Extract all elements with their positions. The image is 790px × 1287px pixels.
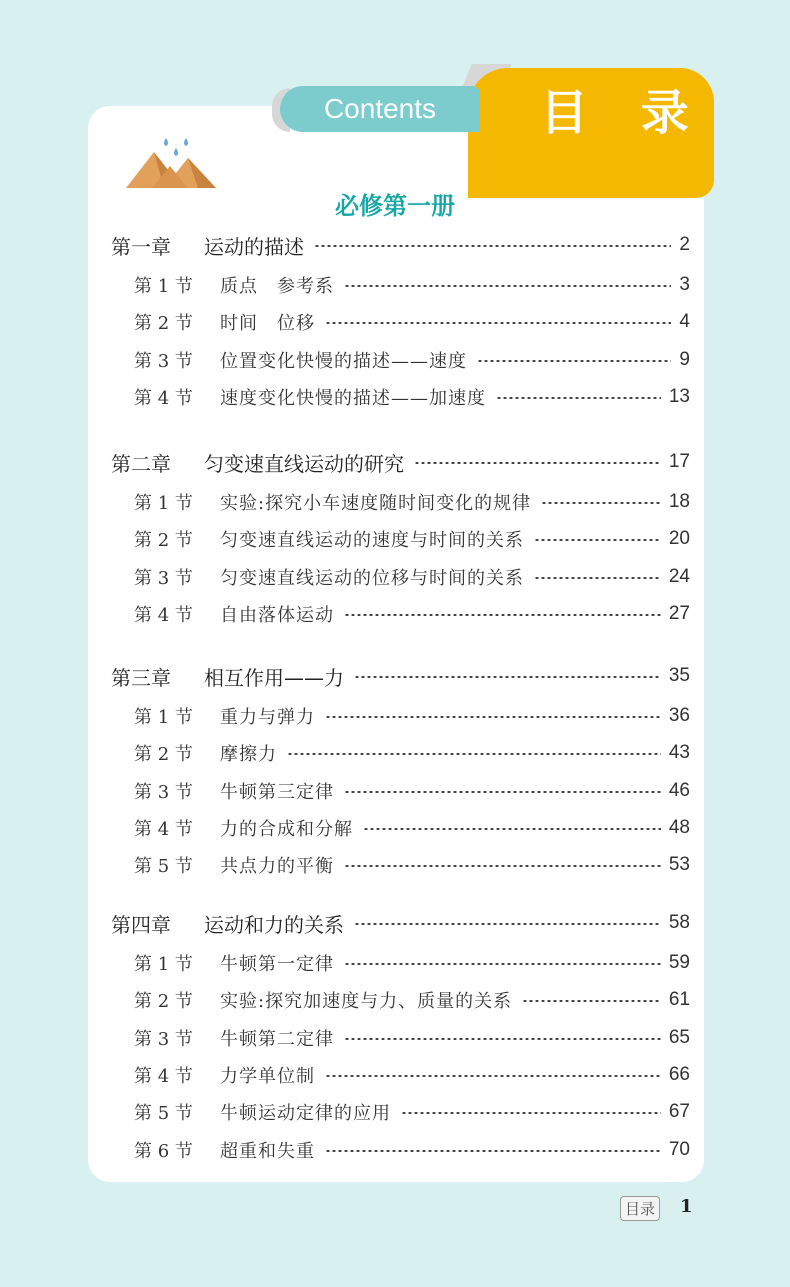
section-row[interactable] [0,738,790,768]
section-number: 第 3 节 [134,781,193,803]
section-row[interactable] [0,382,790,412]
section-title: 牛顿第二定律 [220,1028,334,1050]
section-page-number: 67 [668,1101,690,1123]
section-row[interactable] [0,599,790,629]
chapter-page-number: 17 [668,451,690,472]
chapter-number: 第三章 [111,665,171,690]
section-page-number: 48 [668,816,690,838]
section-title: 实验:探究小车速度随时间变化的规律 [220,493,532,514]
section-title: 位置变化快慢的描述——速度 [220,350,467,372]
section-title: 牛顿第一定律 [220,954,334,975]
chapter-title: 运动和力的关系 [204,912,344,937]
section-title: 匀变速直线运动的速度与时间的关系 [220,530,524,552]
dot-leader [522,1000,661,1002]
pyramid-illustration [124,132,220,192]
dot-leader [344,791,661,793]
dot-leader [287,753,661,755]
chapter-number: 第一章 [111,234,171,259]
chapter-row[interactable] [0,908,790,938]
section-number: 第 2 节 [134,530,193,552]
section-row[interactable] [0,487,790,517]
section-page-number: 24 [668,565,690,587]
section-row[interactable] [0,813,790,843]
page-title: 目 录 [540,85,707,141]
section-page-number: 13 [668,385,690,407]
section-number: 第 4 节 [134,387,193,409]
section-row[interactable] [0,270,790,300]
section-title: 自由落体运动 [220,604,334,626]
section-row[interactable] [0,1135,790,1165]
section-row[interactable] [0,1023,790,1053]
section-number: 第 5 节 [134,856,193,878]
section-title: 重力与弹力 [220,707,315,728]
dot-leader [477,360,671,362]
section-row[interactable] [0,307,790,337]
dot-leader [414,462,661,464]
section-title: 摩擦力 [220,744,277,766]
chapter-page-number: 58 [668,912,690,933]
dot-leader [325,1075,661,1077]
chapter-title: 相互作用——力 [204,665,344,690]
chapter-number: 第二章 [111,451,171,476]
section-title: 力学单位制 [220,1065,315,1087]
chapter-row[interactable] [0,447,790,477]
section-number: 第 1 节 [134,276,193,297]
section-number: 第 5 节 [134,1103,193,1125]
section-title: 共点力的平衡 [220,856,334,878]
section-title: 时间 位移 [220,313,315,335]
section-number: 第 2 节 [134,313,193,335]
footer-page-number: 1 [680,1196,693,1217]
section-row[interactable] [0,776,790,806]
water-drop-icon [174,148,178,156]
dot-leader [354,676,661,678]
dot-leader [541,502,661,504]
section-page-number: 4 [679,311,690,333]
dot-leader [344,1038,661,1040]
section-row[interactable] [0,1060,790,1090]
section-page-number: 27 [668,602,690,624]
chapter-row[interactable] [0,661,790,691]
section-row[interactable] [0,1097,790,1127]
section-page-number: 43 [668,742,690,764]
section-number: 第 1 节 [134,707,193,728]
section-number: 第 3 节 [134,567,193,589]
section-number: 第 2 节 [134,744,193,766]
section-number: 第 4 节 [134,1065,193,1087]
chapter-page-number: 35 [668,665,690,686]
dot-leader [534,539,661,541]
section-number: 第 3 节 [134,350,193,372]
chapter-page-number: 2 [679,234,690,255]
section-row[interactable] [0,345,790,375]
section-title: 力的合成和分解 [220,818,353,840]
dot-leader [496,397,661,399]
footer-section-label: 目录 [620,1196,660,1221]
section-number: 第 6 节 [134,1140,193,1162]
section-page-number: 46 [668,779,690,801]
section-page-number: 66 [668,1063,690,1085]
section-title: 质点 参考系 [220,276,334,297]
chapter-number: 第四章 [111,912,171,937]
section-number: 第 2 节 [134,991,193,1013]
contents-label: Contents [280,86,480,132]
section-title: 牛顿运动定律的应用 [220,1103,391,1125]
section-page-number: 18 [668,491,690,512]
section-title: 牛顿第三定律 [220,781,334,803]
dot-leader [314,245,671,247]
section-title: 速度变化快慢的描述——加速度 [220,387,486,409]
section-page-number: 70 [668,1138,690,1160]
section-page-number: 20 [668,528,690,550]
chapter-row[interactable] [0,230,790,260]
dot-leader [401,1112,661,1114]
section-page-number: 59 [668,952,690,973]
dot-leader [534,577,661,579]
volume-title: 必修第一册 [335,192,455,220]
section-page-number: 36 [668,705,690,726]
section-number: 第 4 节 [134,604,193,626]
section-row[interactable] [0,985,790,1015]
water-drop-icon [164,138,168,146]
section-title: 匀变速直线运动的位移与时间的关系 [220,567,524,589]
chapter-title: 匀变速直线运动的研究 [204,451,404,476]
section-number: 第 1 节 [134,954,193,975]
section-row[interactable] [0,948,790,978]
section-page-number: 9 [679,348,690,370]
dot-leader [344,865,661,867]
section-page-number: 61 [668,989,690,1011]
section-page-number: 3 [679,274,690,295]
dot-leader [344,963,661,965]
water-drop-icon [184,138,188,146]
section-row[interactable] [0,524,790,554]
dot-leader [325,322,671,324]
section-number: 第 3 节 [134,1028,193,1050]
section-row[interactable] [0,850,790,880]
dot-leader [325,716,661,718]
dot-leader [363,828,661,830]
contents-card [88,106,704,1182]
section-row[interactable] [0,562,790,592]
section-row[interactable] [0,701,790,731]
section-page-number: 65 [668,1026,690,1048]
dot-leader [354,923,661,925]
dot-leader [344,614,661,616]
section-title: 超重和失重 [220,1140,315,1162]
dot-leader [325,1150,661,1152]
section-page-number: 53 [668,854,690,876]
section-title: 实验:探究加速度与力、质量的关系 [220,991,513,1013]
dot-leader [344,285,671,287]
chapter-title: 运动的描述 [204,234,304,259]
section-number: 第 1 节 [134,493,193,514]
section-number: 第 4 节 [134,818,193,840]
